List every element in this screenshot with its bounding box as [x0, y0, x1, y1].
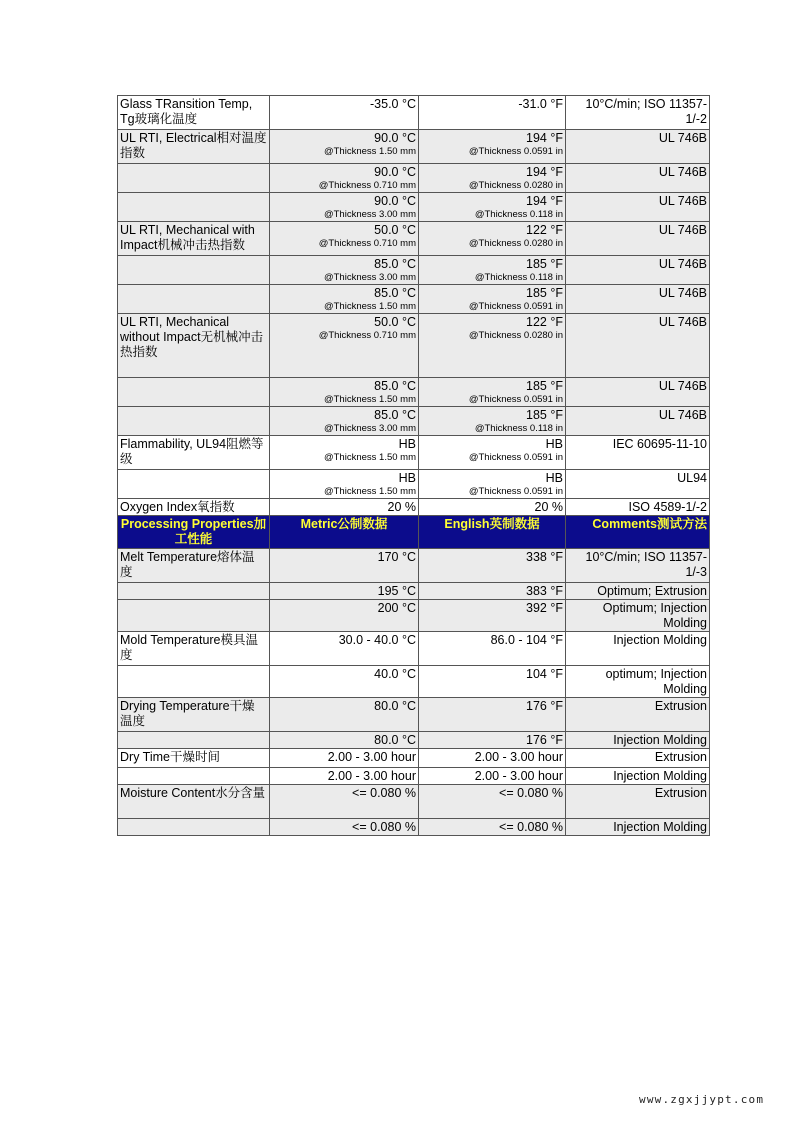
comments-cell: UL94 [566, 470, 710, 499]
table-row [118, 193, 710, 222]
metric-cell-value: 85.0 °C [374, 257, 416, 271]
english-cell-thickness-note: @Thickness 0.0591 in [468, 486, 563, 497]
comments-cell: Optimum; Extrusion [566, 583, 710, 600]
english-cell [419, 470, 566, 499]
english-cell-value: 2.00 - 3.00 hour [474, 750, 563, 764]
property-name [118, 407, 270, 436]
table-row [118, 749, 710, 768]
english-cell [419, 549, 566, 583]
metric-cell-thickness-note: @Thickness 3.00 mm [323, 423, 416, 434]
metric-cell [270, 666, 419, 698]
metric-cell-value: 80.0 °C [374, 699, 416, 713]
comments-cell: optimum; Injection Molding [566, 666, 710, 698]
metric-cell [270, 314, 419, 378]
metric-cell-value: <= 0.080 % [352, 820, 416, 834]
property-name: UL RTI, Electrical相对温度指数 [118, 130, 270, 164]
table-row [118, 632, 710, 666]
header-english: English英制数据 [419, 516, 566, 549]
processing-properties-section [118, 549, 710, 836]
metric-cell-thickness-note: @Thickness 1.50 mm [323, 394, 416, 405]
english-cell [419, 96, 566, 130]
metric-cell-thickness-note: @Thickness 1.50 mm [323, 486, 416, 497]
english-cell [419, 378, 566, 407]
property-name: Oxygen Index氧指数 [118, 499, 270, 516]
metric-cell-thickness-note: @Thickness 0.710 mm [318, 238, 416, 249]
metric-cell-value: 30.0 - 40.0 °C [338, 633, 416, 647]
english-cell-value: 338 °F [526, 550, 563, 564]
metric-cell [270, 96, 419, 130]
table-row [118, 130, 710, 164]
table-row [118, 499, 710, 516]
english-cell-value: 122 °F [526, 315, 563, 329]
metric-cell-thickness-note: @Thickness 3.00 mm [323, 209, 416, 220]
metric-cell-value: 50.0 °C [374, 315, 416, 329]
english-cell-value: HB [545, 471, 563, 485]
property-name [118, 732, 270, 749]
metric-cell-value: 90.0 °C [374, 165, 416, 179]
english-cell-value: <= 0.080 % [499, 786, 563, 800]
metric-cell [270, 632, 419, 666]
table-row [118, 96, 710, 130]
metric-cell [270, 583, 419, 600]
property-name [118, 164, 270, 193]
english-cell [419, 164, 566, 193]
comments-cell: Injection Molding [566, 732, 710, 749]
comments-cell: UL 746B [566, 256, 710, 285]
english-cell [419, 732, 566, 749]
english-cell [419, 314, 566, 378]
comments-cell: ISO 4589-1/-2 [566, 499, 710, 516]
english-cell [419, 666, 566, 698]
english-cell-thickness-note: @Thickness 0.118 in [474, 209, 563, 220]
comments-cell: 10°C/min; ISO 11357-1/-2 [566, 96, 710, 130]
metric-cell [270, 749, 419, 768]
english-cell-value: 185 °F [526, 286, 563, 300]
english-cell-value: 176 °F [526, 699, 563, 713]
metric-cell [270, 785, 419, 819]
property-name: UL RTI, Mechanical with Impact机械冲击热指数 [118, 222, 270, 256]
metric-cell-value: 90.0 °C [374, 131, 416, 145]
english-cell [419, 632, 566, 666]
comments-cell: UL 746B [566, 314, 710, 378]
metric-cell [270, 378, 419, 407]
metric-cell-value: -35.0 °C [370, 97, 416, 111]
table-row [118, 819, 710, 836]
english-cell-thickness-note: @Thickness 0.0591 in [468, 452, 563, 463]
table-row [118, 222, 710, 256]
english-cell [419, 222, 566, 256]
english-cell-value: 20 % [534, 500, 563, 514]
metric-cell-value: 50.0 °C [374, 223, 416, 237]
metric-cell-thickness-note: @Thickness 1.50 mm [323, 301, 416, 312]
english-cell-thickness-note: @Thickness 0.0591 in [468, 394, 563, 405]
comments-cell: 10°C/min; ISO 11357-1/-3 [566, 549, 710, 583]
property-name [118, 819, 270, 836]
comments-cell: Optimum; Injection Molding [566, 600, 710, 632]
comments-cell: Injection Molding [566, 819, 710, 836]
metric-cell [270, 193, 419, 222]
english-cell [419, 499, 566, 516]
english-cell [419, 407, 566, 436]
english-cell-value: 185 °F [526, 379, 563, 393]
property-name: Drying Temperature干燥温度 [118, 698, 270, 732]
metric-cell [270, 768, 419, 785]
comments-cell: IEC 60695-11-10 [566, 436, 710, 470]
comments-cell: UL 746B [566, 222, 710, 256]
metric-cell-thickness-note: @Thickness 0.710 mm [318, 330, 416, 341]
english-cell-value: HB [545, 437, 563, 451]
metric-cell [270, 698, 419, 732]
property-name: UL RTI, Mechanical without Impact无机械冲击热指数 [118, 314, 270, 378]
metric-cell-value: 200 °C [377, 601, 416, 615]
comments-cell: Injection Molding [566, 632, 710, 666]
processing-header-section [118, 516, 710, 549]
metric-cell [270, 285, 419, 314]
table-row [118, 549, 710, 583]
table-row [118, 256, 710, 285]
processing-header-row [118, 516, 710, 549]
english-cell-value: 194 °F [526, 165, 563, 179]
comments-cell: UL 746B [566, 285, 710, 314]
english-cell-value: -31.0 °F [518, 97, 563, 111]
comments-cell: UL 746B [566, 378, 710, 407]
general-properties-section [118, 96, 710, 516]
property-name: Dry Time干燥时间 [118, 749, 270, 768]
metric-cell [270, 164, 419, 193]
english-cell [419, 285, 566, 314]
metric-cell [270, 436, 419, 470]
english-cell-value: 104 °F [526, 667, 563, 681]
metric-cell-thickness-note: @Thickness 0.710 mm [318, 180, 416, 191]
table-row [118, 378, 710, 407]
english-cell-thickness-note: @Thickness 0.0591 in [468, 301, 563, 312]
english-cell-thickness-note: @Thickness 0.0280 in [468, 238, 563, 249]
english-cell [419, 785, 566, 819]
metric-cell [270, 549, 419, 583]
metric-cell [270, 600, 419, 632]
english-cell-value: 194 °F [526, 194, 563, 208]
english-cell [419, 768, 566, 785]
english-cell-value: 176 °F [526, 733, 563, 747]
comments-cell: Injection Molding [566, 768, 710, 785]
metric-cell-thickness-note: @Thickness 3.00 mm [323, 272, 416, 283]
property-name: Melt Temperature熔体温度 [118, 549, 270, 583]
english-cell-value: 86.0 - 104 °F [490, 633, 563, 647]
comments-cell: UL 746B [566, 130, 710, 164]
metric-cell-value: 20 % [387, 500, 416, 514]
metric-cell-value: 85.0 °C [374, 408, 416, 422]
property-table [117, 95, 710, 836]
property-name [118, 768, 270, 785]
property-name [118, 666, 270, 698]
english-cell [419, 819, 566, 836]
english-cell-value: 185 °F [526, 408, 563, 422]
comments-cell: UL 746B [566, 407, 710, 436]
property-name: Flammability, UL94阻燃等级 [118, 436, 270, 470]
metric-cell [270, 499, 419, 516]
metric-cell-value: <= 0.080 % [352, 786, 416, 800]
table-row [118, 285, 710, 314]
property-name [118, 256, 270, 285]
table-row [118, 768, 710, 785]
comments-cell: Extrusion [566, 785, 710, 819]
header-property: Processing Properties加工性能 [118, 516, 270, 549]
metric-cell-thickness-note: @Thickness 1.50 mm [323, 146, 416, 157]
table-row [118, 785, 710, 819]
site-watermark: www.zgxjjypt.com [639, 1093, 765, 1106]
metric-cell-value: 90.0 °C [374, 194, 416, 208]
english-cell-thickness-note: @Thickness 0.0280 in [468, 330, 563, 341]
property-name [118, 378, 270, 407]
table-row [118, 436, 710, 470]
english-cell-value: 2.00 - 3.00 hour [474, 769, 563, 783]
property-name [118, 285, 270, 314]
property-name: Glass TRansition Temp, Tg玻璃化温度 [118, 96, 270, 130]
table-row [118, 314, 710, 378]
metric-cell-value: 170 °C [377, 550, 416, 564]
metric-cell-value: 85.0 °C [374, 379, 416, 393]
metric-cell-value: HB [398, 437, 416, 451]
english-cell-value: 392 °F [526, 601, 563, 615]
metric-cell [270, 130, 419, 164]
header-comments: Comments测试方法 [566, 516, 710, 549]
english-cell [419, 130, 566, 164]
metric-cell-value: 85.0 °C [374, 286, 416, 300]
english-cell-thickness-note: @Thickness 0.118 in [474, 423, 563, 434]
english-cell [419, 749, 566, 768]
comments-cell: Extrusion [566, 749, 710, 768]
english-cell [419, 583, 566, 600]
table-row [118, 583, 710, 600]
metric-cell [270, 407, 419, 436]
table-row [118, 600, 710, 632]
metric-cell-value: 40.0 °C [374, 667, 416, 681]
table-row [118, 732, 710, 749]
metric-cell-thickness-note: @Thickness 1.50 mm [323, 452, 416, 463]
english-cell-value: 383 °F [526, 584, 563, 598]
english-cell-value: 194 °F [526, 131, 563, 145]
metric-cell-value: 80.0 °C [374, 733, 416, 747]
property-name [118, 600, 270, 632]
english-cell-thickness-note: @Thickness 0.118 in [474, 272, 563, 283]
english-cell-thickness-note: @Thickness 0.0591 in [468, 146, 563, 157]
property-name [118, 470, 270, 499]
metric-cell-value: HB [398, 471, 416, 485]
table-row [118, 698, 710, 732]
metric-cell [270, 470, 419, 499]
table-row [118, 470, 710, 499]
metric-cell [270, 222, 419, 256]
comments-cell: UL 746B [566, 164, 710, 193]
table-row [118, 407, 710, 436]
comments-cell: UL 746B [566, 193, 710, 222]
property-name [118, 193, 270, 222]
english-cell [419, 698, 566, 732]
english-cell [419, 193, 566, 222]
property-name: Mold Temperature模具温度 [118, 632, 270, 666]
english-cell-value: 122 °F [526, 223, 563, 237]
metric-cell-value: 2.00 - 3.00 hour [327, 769, 416, 783]
english-cell [419, 256, 566, 285]
property-name: Moisture Content水分含量 [118, 785, 270, 819]
metric-cell [270, 732, 419, 749]
comments-cell: Extrusion [566, 698, 710, 732]
metric-cell [270, 256, 419, 285]
metric-cell-value: 2.00 - 3.00 hour [327, 750, 416, 764]
metric-cell-value: 195 °C [377, 584, 416, 598]
english-cell-thickness-note: @Thickness 0.0280 in [468, 180, 563, 191]
english-cell [419, 436, 566, 470]
english-cell-value: 185 °F [526, 257, 563, 271]
property-name [118, 583, 270, 600]
header-metric: Metric公制数据 [270, 516, 419, 549]
metric-cell [270, 819, 419, 836]
table-row [118, 164, 710, 193]
english-cell-value: <= 0.080 % [499, 820, 563, 834]
english-cell [419, 600, 566, 632]
table-row [118, 666, 710, 698]
